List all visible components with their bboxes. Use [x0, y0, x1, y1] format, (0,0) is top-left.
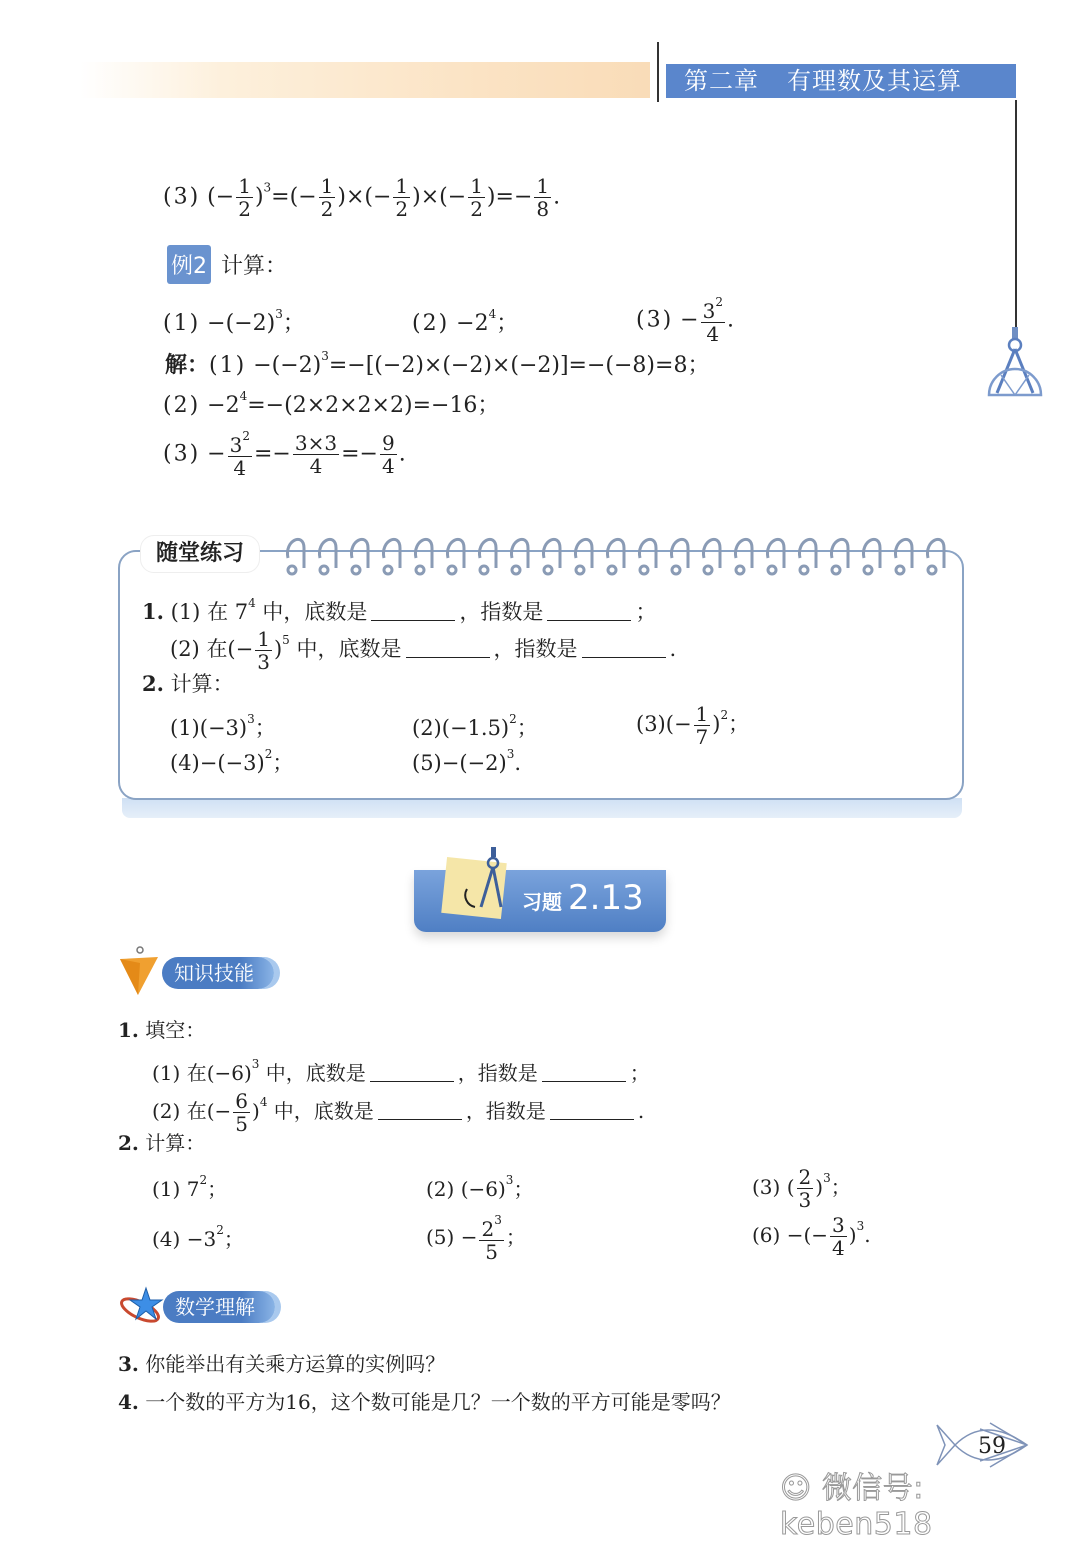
- practice-q2-item-1: $(1)(-3)^3$；: [170, 712, 276, 740]
- practice-title: 随堂练习: [140, 535, 260, 573]
- header-decoration: [80, 62, 650, 98]
- example2-heading: [167, 245, 287, 284]
- solution-2: $(2) -2^4=-(2\times 2\times 2\times 2)=-16$；: [163, 389, 500, 418]
- watermark: ☺ 微信号: keben518: [780, 1471, 933, 1542]
- answer-blank[interactable]: [582, 657, 666, 658]
- wechat-icon: ☺: [780, 1471, 822, 1506]
- exercise-q1-1: (1) 在$(-6)^3$ 中，底数是 ，指数是 ；: [152, 1057, 650, 1085]
- practice-q1-2: (2) 在(− $\frac{1}{3}$ )$^5$ 中，底数是 ，指数是 .: [170, 627, 677, 674]
- practice-box-shadow: [122, 798, 962, 818]
- compass-protractor-icon: [985, 325, 1045, 400]
- exercise-number: 2.13: [568, 878, 644, 918]
- practice-q2-item-4: $(4)-(-3)^2$；: [170, 747, 294, 775]
- practice-q1-1: 1. (1) 在 $7^4$ 中，底数是 ，指数是 ；: [142, 596, 657, 624]
- answer-blank[interactable]: [406, 657, 490, 658]
- answer-blank[interactable]: [378, 1119, 462, 1120]
- practice-q2-prompt: 2. 计算：: [142, 671, 234, 696]
- exercise-q4: 4. 一个数的平方为16，这个数可能是几？一个数的平方可能是零吗？: [118, 1390, 731, 1414]
- chapter-number: 第二章: [684, 67, 759, 95]
- section-math-understanding: 数学理解: [163, 1291, 275, 1323]
- exercise-q2-item-3: (3) ( $\frac{2}{3}$ )$^3$；: [752, 1165, 851, 1212]
- practice-q2-item-5: $(5)-(-2)^3$.: [412, 747, 522, 775]
- exercise-q2-item-5: (5) − $\frac{2^3}{5}$ ；: [426, 1213, 526, 1264]
- chapter-title: 有理数及其运算: [787, 67, 962, 95]
- chapter-header: [666, 64, 1016, 98]
- answer-blank[interactable]: [370, 1081, 454, 1082]
- answer-blank[interactable]: [542, 1081, 626, 1082]
- exercise-q2-item-2: (2) $(-6)^3$；: [426, 1173, 534, 1201]
- exercise-q1-2: (2) 在(− $\frac{6}{5}$ )$^4$ 中，底数是 ，指数是 .: [152, 1089, 645, 1136]
- answer-blank[interactable]: [547, 620, 631, 621]
- exercise-q1-prompt: 1. 填空：: [118, 1018, 206, 1042]
- example1-part3: (3) (− $\frac{1}{2}$ )$^3$=(− $\frac{1}{2}$ )×(− $\frac{1}{2}$ )×(− $\frac{1}{2}$ )=− $\frac{1}{8}$ .: [163, 174, 561, 221]
- exercise-q2-item-4: $(4) -3^2$；: [152, 1223, 244, 1251]
- spiral-binding-icon: [280, 528, 960, 578]
- answer-blank[interactable]: [550, 1119, 634, 1120]
- example-prompt: 计算：: [221, 254, 288, 279]
- section-knowledge-skills: 知识技能: [162, 957, 274, 989]
- exercise-q3: 3. 你能举出有关乘方运算的实例吗？: [118, 1352, 446, 1376]
- exercise-label: 习题: [522, 890, 562, 914]
- example2-problem-3: (3) − $\frac{3^2}{4}$ .: [636, 295, 734, 346]
- exercise-q2-prompt: 2. 计算：: [118, 1131, 206, 1155]
- exercise-q2-item-6: (6) −(− $\frac{3}{4}$ )$^3$.: [752, 1213, 871, 1260]
- answer-blank[interactable]: [371, 620, 455, 621]
- solution-3: (3) − $\frac{3^2}{4}$ =− $\frac{3\times 3}{4}$ =− $\frac{9}{4}$ .: [163, 429, 406, 480]
- example2-problem-1: $(1) -(-2)^3$；: [163, 307, 305, 336]
- example-badge: 例2: [167, 245, 211, 284]
- exercise-q2-item-1: (1) $7^2$；: [152, 1173, 228, 1201]
- practice-q2-item-3: (3)(− $\frac{1}{7}$ )$^2$；: [636, 702, 750, 749]
- pyramid-icon: [118, 945, 160, 997]
- page-number: 59: [978, 1434, 1006, 1459]
- side-divider: [1015, 100, 1017, 330]
- compass-icon: [455, 845, 515, 920]
- star-orbit-icon: [116, 1284, 166, 1326]
- header-divider: [657, 42, 659, 102]
- solution-1: 解：$(1) -(-2)^3=-[(-2)\times(-2)\times(-2)]=-(-8)=8$；: [165, 349, 710, 378]
- practice-q2-item-2: $(2)(-1.5)^2$；: [412, 712, 538, 740]
- example2-problem-2: $(2) -2^4$；: [412, 307, 519, 336]
